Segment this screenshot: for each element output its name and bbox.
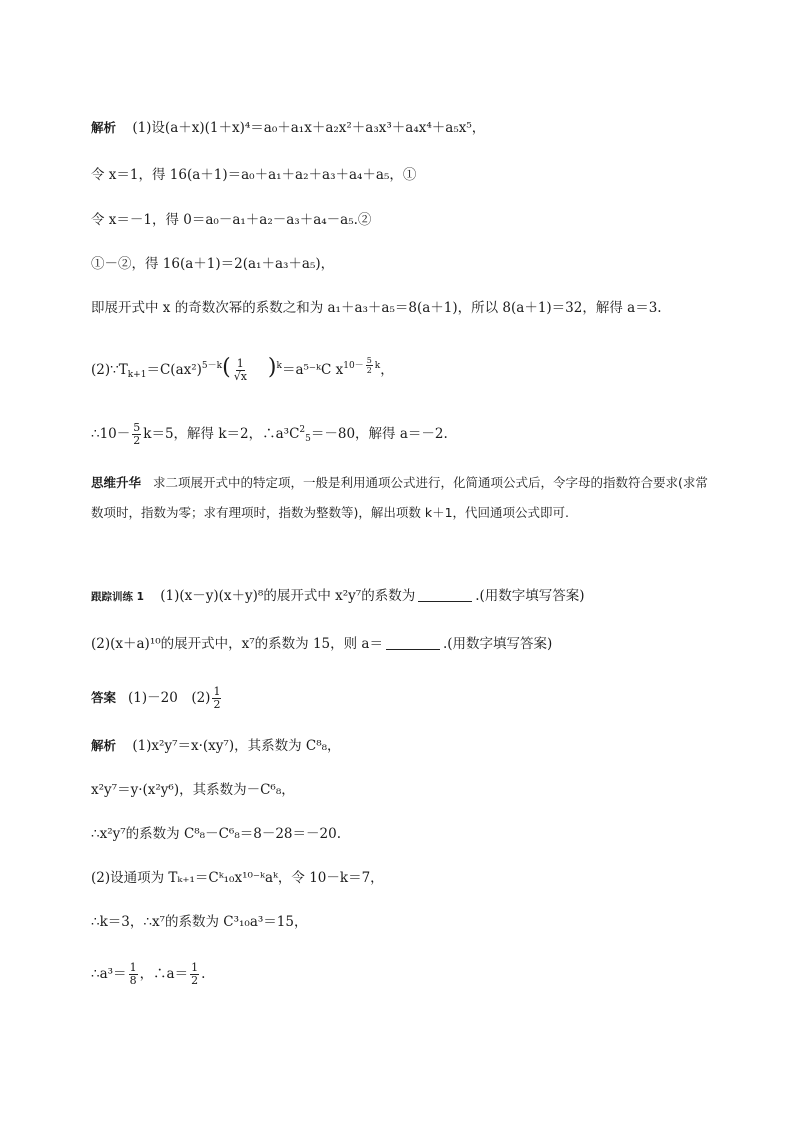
analysis-line-2: 令 x＝1，得 16(a＋1)＝a₀＋a₁＋a₂＋a₃＋a₄＋a₅，①	[91, 167, 417, 183]
line-6-end: ，	[380, 362, 394, 378]
x-exp-a: 10－	[343, 361, 364, 371]
practice-label: 跟踪训练 1	[91, 591, 144, 603]
x-exponent	[343, 356, 381, 375]
analysis-line-6	[91, 356, 754, 383]
root-frac-num: 1	[236, 357, 244, 370]
answer-blank-2	[386, 635, 440, 650]
x-exp-b: k	[374, 361, 381, 371]
practice-q2-hint: .(用数字填写答案)	[442, 636, 553, 652]
practice-line-1	[91, 586, 754, 607]
answer-frac-den: 2	[213, 698, 221, 711]
answer-text: (1)－20 (2)	[128, 690, 211, 706]
analysis-line-3: 令 x＝－1，得 0＝a₀－a₁＋a₂－a₃＋a₄－a₅.②	[91, 212, 372, 228]
thinking-label: 思维升华	[91, 475, 142, 490]
solution-line-4: (2)设通项为 Tₖ₊₁＝Cᵏ₁₀x¹⁰⁻ᵏaᵏ，令 10－k＝7，	[91, 870, 384, 886]
solution-6-part-a: ∴a³＝	[91, 966, 127, 982]
root-frac-den: √x	[233, 370, 247, 383]
solution-line-2: x²y⁷＝y·(x²y⁶)，其系数为－C⁶₈，	[91, 782, 295, 798]
practice-line-2	[91, 634, 754, 654]
analysis-expr-1: (1)设(a＋x)(1＋x)⁴＝a₀＋a₁x＋a₂x²＋a₃x³＋a₄x⁴＋a₅x⁵，	[132, 120, 486, 136]
solution-line-1	[91, 736, 754, 756]
t-prefix: (2)∵T	[91, 362, 128, 378]
frac1-den: 8	[129, 974, 137, 987]
c-symbol: ＝C	[146, 362, 171, 378]
x-exp-fraction	[366, 356, 373, 375]
practice-q1-hint: .(用数字填写答案)	[475, 588, 585, 604]
x-exp-frac-den: 2	[366, 366, 372, 375]
thinking-paragraph	[91, 468, 709, 528]
frac-den: 2	[133, 434, 141, 447]
answer-label: 答案	[91, 690, 117, 705]
right-paren: )	[267, 355, 277, 380]
frac2-num: 1	[191, 961, 199, 974]
solution-text-1: (1)x²y⁷＝x·(xy⁷)，其系数为 C⁸₈，	[132, 738, 341, 754]
answer-blank-1	[418, 587, 472, 602]
solution-6-part-c: .	[201, 966, 206, 982]
t-sub: k+1	[127, 370, 147, 380]
practice-q2-text: (2)(x＋a)¹⁰的展开式中，x⁷的系数为 15，则 a＝	[91, 636, 383, 652]
five-halves-fraction	[132, 422, 141, 447]
one-half-fraction	[190, 962, 199, 987]
x-exp-frac-num: 5	[366, 356, 372, 365]
answer-fraction	[212, 686, 221, 711]
solution-line-3: ∴x²y⁷的系数为 C⁸₈－C⁶₈＝8－28＝－20.	[91, 826, 341, 842]
one-eighth-fraction	[129, 962, 138, 987]
ax-squared: (ax²)	[170, 362, 202, 378]
c-subscript: 5	[305, 434, 311, 444]
root-fraction	[233, 358, 248, 383]
thinking-text: 求二项展开式中的特定项，一般是利用通项公式进行，化简通项公式后，令字母的指数符合要求(求常数项时，指数为零；求有理项时，指数为整数等)，解出项数 k＋1，代回通项公式即可.	[91, 475, 708, 520]
line-7-part-b: k＝5，解得 k＝2，∴a³C	[143, 426, 300, 442]
frac1-num: 1	[129, 961, 137, 974]
analysis-line-4: ①－②，得 16(a＋1)＝2(a₁＋a₃＋a₅)，	[91, 256, 335, 272]
practice-q1-text: (1)(x－y)(x＋y)⁸的展开式中 x²y⁷的系数为	[160, 588, 416, 604]
left-paren: (	[222, 355, 231, 380]
analysis-line-5: 即展开式中 x 的奇数次幂的系数之和为 a₁＋a₃＋a₅＝8(a＋1)，所以 8(a＋1)＝32，解得 a＝3.	[91, 300, 662, 316]
frac-num: 5	[133, 421, 141, 434]
analysis-label: 解析	[91, 120, 117, 135]
frac2-den: 2	[191, 974, 199, 987]
answer-frac-num: 1	[213, 685, 221, 698]
solution-6-part-b: ，∴a＝	[139, 966, 189, 982]
line-7-part-c: ＝－80，解得 a＝－2.	[310, 426, 448, 442]
line-7-part-a: ∴10－	[91, 426, 131, 442]
power-exp: 5－k	[201, 361, 223, 371]
x-base: x	[335, 362, 344, 378]
analysis-line-1	[91, 118, 754, 138]
paren-exp: k	[276, 361, 282, 371]
solution-label: 解析	[91, 738, 117, 753]
solution-line-6	[91, 962, 754, 987]
solution-line-5: ∴k＝3，∴x⁷的系数为 C³₁₀a³＝15，	[91, 914, 308, 930]
analysis-line-7	[91, 422, 754, 447]
c-superscript: 2	[299, 425, 306, 435]
tail-term: ＝a⁵⁻ᵏC	[281, 362, 332, 378]
answer-line	[91, 686, 754, 711]
